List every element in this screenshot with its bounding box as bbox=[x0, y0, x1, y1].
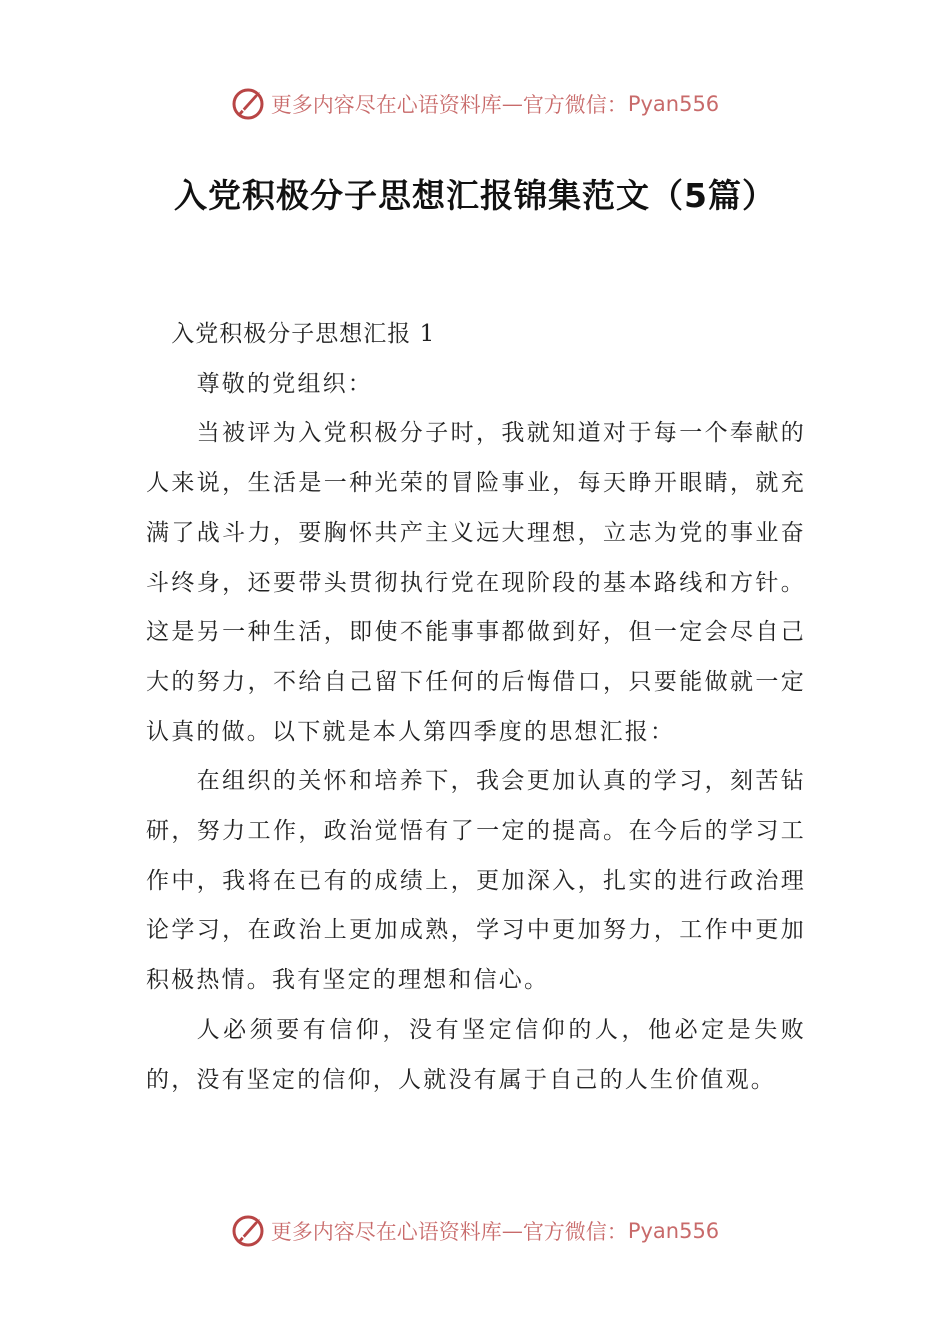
header-wechat-label: 官方微信： bbox=[522, 93, 628, 117]
footer-banner bbox=[0, 1211, 950, 1251]
document-title: 入党积极分子思想汇报锦集范文（5篇） bbox=[174, 176, 776, 215]
header-banner bbox=[0, 84, 950, 124]
document-body bbox=[146, 310, 806, 1105]
header-wechat-id: Pyan556 bbox=[627, 92, 720, 116]
quill-logo-icon bbox=[231, 1214, 265, 1248]
body-paragraph: 当被评为入党积极分子时，我就知道对于每一个奉献的人来说，生活是一种光荣的冒险事业，每天睁开眼睛，就充满了战斗力，要胸怀共产主义远大理想，立志为党的事业奋斗终身，还要带头贯彻执行党在现阶段的基本路线和方针。这是另一种生活，即使不能事事都做到好，但一定会尽自己大的努力，不给自己留下任何的后悔借口，只要能做就一定认真的做。以下就是本人第四季度的思想汇报： bbox=[146, 420, 806, 745]
header-site-text: 更多内容尽在心语资料库 bbox=[270, 93, 502, 117]
footer-site-text: 更多内容尽在心语资料库 bbox=[270, 1220, 502, 1244]
footer-wechat-id: Pyan556 bbox=[627, 1219, 720, 1243]
footer-dash: — bbox=[501, 1219, 523, 1243]
quill-logo-icon bbox=[231, 87, 265, 121]
header-dash: — bbox=[501, 92, 523, 116]
body-paragraph: 人必须要有信仰，没有坚定信仰的人，他必定是失败的，没有坚定的信仰，人就没有属于自己的人生价值观。 bbox=[146, 1016, 806, 1093]
footer-wechat-label: 官方微信： bbox=[522, 1220, 628, 1244]
salutation: 尊敬的党组织： bbox=[196, 370, 373, 397]
section-heading: 入党积极分子思想汇报 1 bbox=[171, 321, 436, 347]
body-paragraph: 在组织的关怀和培养下，我会更加认真的学习，刻苦钻研，努力工作，政治觉悟有了一定的提高。在今后的学习工作中，我将在已有的成绩上，更加深入，扎实的进行政治理论学习，在政治上更加成熟，学习中更加努力，工作中更加积极热情。我有坚定的理想和信心。 bbox=[146, 768, 806, 994]
